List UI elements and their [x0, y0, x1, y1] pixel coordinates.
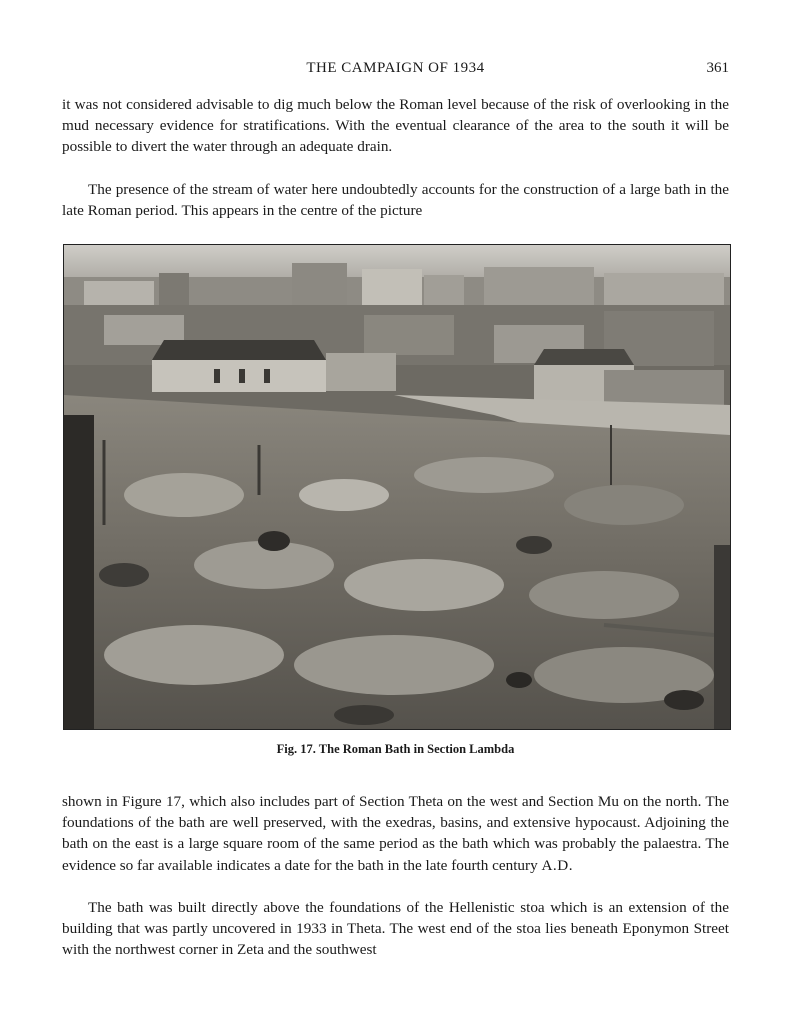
- paragraph-continued: it was not considered advisable to dig much below the Roman level because of the risk of overlooking in the mud necessary evidence for stratifications. With the eventual clearance of the area to the south it will be possible to divert the water through an adequate drain.: [62, 96, 729, 156]
- paragraph-figure-description: [62, 791, 729, 876]
- running-title: THE CAMPAIGN OF 1934: [306, 60, 485, 76]
- paragraph-stoa: The bath was built directly above the foundations of the Hellenistic stoa which is an extension of the building that was partly uncovered in 1933 in Theta. The west end of the stoa lies beneath Eponymon Street with the northwest corner in Zeta and the southwest: [62, 899, 729, 959]
- era-abbreviation: A.D.: [541, 856, 573, 874]
- figure-caption: Fig. 17. The Roman Bath in Section Lambda: [276, 742, 515, 756]
- figure-photograph: [63, 244, 731, 730]
- page-number: 361: [706, 60, 729, 76]
- paragraph-figure-description-text: shown in Figure 17, which also includes part of Section Theta on the west and Section Mu on the north. The foundations of the bath are well preserved, with the exedras, basins, and extensive hypocaust. Adjoining the bath on the east is a large square room of the same period as the bath which was probably the palaestra. The evidence so far available indicates a date for the bath in the late fourth century: [62, 793, 729, 874]
- page-header: [62, 60, 729, 80]
- paragraph-bath-intro: The presence of the stream of water here undoubtedly accounts for the construction of a large bath in the late Roman period. This appears in the centre of the picture: [62, 181, 729, 220]
- excavation-photo-rendering: [64, 245, 730, 729]
